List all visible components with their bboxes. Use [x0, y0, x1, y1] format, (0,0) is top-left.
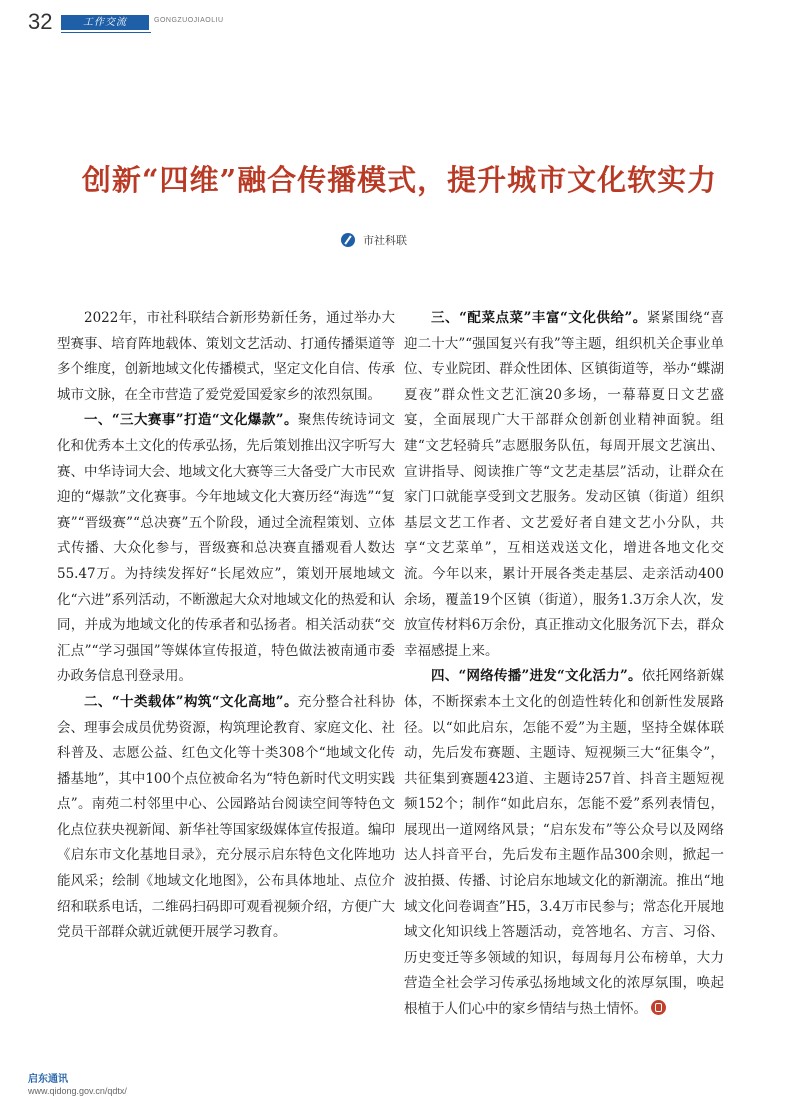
- paragraph-heading: 四、“网络传播”进发“文化活力”。: [431, 668, 642, 685]
- page-header: [28, 10, 788, 34]
- paragraph-text: 紧紧围绕“喜迎二十大”“强国复兴有我”等主题，组织机关企事业单位、专业院团、群众性团体、区镇街道等，举办“蝶湖夏夜”群众性文艺汇演20多场，一幕幕夏日文艺盛宴，全面展现广大干部群众创新创业精神面貌。组建“文艺轻骑兵”志愿服务队伍，每周开展文艺演出、宣讲指导、阅读推广等“文艺走基层”活动，让群众在家门口就能享受到文艺服务。发动区镇（街道）组织基层文艺工作者、文艺爱好者自建文艺小分队，共享“文艺菜单”，互相送戏送文化，增进各地文化交流。今年以来，累计开展各类走基层、走亲活动400余场，覆盖19个区镇（街道），服务1.3万余人次，发放宣传材料6万余份，真正推动文化服务沉下去，群众幸福感提上来。: [404, 310, 724, 659]
- header-rule: [61, 32, 151, 33]
- paragraph-section-3: [404, 306, 724, 664]
- footer-url: www.qidong.gov.cn/qdtx/: [28, 1086, 127, 1096]
- end-mark-icon: [651, 1000, 666, 1015]
- page-footer: [28, 1070, 127, 1096]
- section-latin-label: GONGZUOJIAOLIU: [154, 17, 224, 24]
- author-name: 市社科联: [363, 235, 407, 247]
- article-title: 创新“四维”融合传播模式，提升城市文化软实力: [81, 163, 718, 197]
- paragraph-text: 2022年，市社科联结合新形势新任务，通过举办大型赛事、培育阵地载体、策划文艺活动、打通传播渠道等多个维度，创新地域文化传播模式，坚定文化自信、传承城市文脉，在全市营造了爱党爱国爱家乡的浓烈氛围。: [57, 310, 395, 403]
- right-column: [404, 306, 724, 1023]
- paragraph-text: 依托网络新媒体，不断探索本土文化的创造性转化和创新性发展路径。以“如此启东，怎能不爱”为主题，坚持全媒体联动，先后发布赛题、主题诗、短视频三大“征集令”，共征集到赛题423道、主题诗257首、抖音主题短视频152个；制作“如此启东，怎能不爱”系列表情包，展现出一道网络风景；“启东发布”等公众号以及网络达人抖音平台，先后发布主题作品300余则，掀起一波拍摄、传播、讨论启东地域文化的新潮流。推出“地域文化问卷调查”H5，3.4万市民参与；常态化开展地域文化知识线上答题活动，竞答地名、方言、习俗、历史变迁等多领域的知识，每周每月公布榜单，大力营造全社会学习传承弘扬地域文化的浓厚氛围，唤起根植于人们心中的家乡情结与热土情怀。: [404, 668, 725, 1018]
- author-line: [341, 232, 407, 248]
- paragraph-text: 聚焦传统诗词文化和优秀本土文化的传承弘扬，先后策划推出汉字听写大赛、中华诗词大会、地域文化大赛等三大备受广大市民欢迎的“爆款”文化赛事。今年地域文化大赛历经“海选”“复赛”“晋级赛”“总决赛”五个阶段，通过全流程策划、立体式传播、大众化参与，晋级赛和总决赛直播观看人数达55.47万。为持续发挥好“长尾效应”，策划开展地域文化“六进”系列活动，不断激起大众对地域文化的热爱和认同，并成为地域文化的传承者和弘扬者。相关活动获“交汇点”“学习强国”等媒体宣传报道，特色做法被南通市委办政务信息刊登录用。: [57, 412, 395, 685]
- footer-brand: 启东通讯: [28, 1074, 68, 1085]
- paragraph-heading: 一、“三大赛事”打造“文化爆款”。: [84, 412, 298, 429]
- paragraph-text: 充分整合社科协会、理事会成员优势资源，构筑理论教育、家庭文化、社科普及、志愿公益、红色文化等十类308个“地域文化传播基地”，其中100个点位被命名为“特色新时代文明实践点”。南苑二村邻里中心、公园路站台阅读空间等特色文化点位获央视新闻、新华社等国家级媒体宣传报道。编印《启东市文化基地目录》，充分展示启东特色文化阵地功能风采；绘制《地域文化地图》，公布具体地址、点位介绍和联系电话，二维码扫码即可观看视频介绍，方便广大党员干部群众就近就便开展学习教育。: [57, 693, 395, 941]
- paragraph-section-1: [57, 408, 395, 690]
- paragraph-section-2: [57, 690, 395, 946]
- paragraph-section-4: [404, 664, 724, 1022]
- paragraph-intro: [57, 306, 395, 408]
- page-number: 32: [28, 9, 53, 34]
- paragraph-heading: 二、“十类载体”构筑“文化高地”。: [84, 693, 298, 710]
- paragraph-heading: 三、“配菜点菜”丰富“文化供给”。: [431, 310, 647, 326]
- left-column: [57, 306, 395, 946]
- section-label: 工作交流: [61, 15, 149, 30]
- pen-icon: [341, 233, 355, 247]
